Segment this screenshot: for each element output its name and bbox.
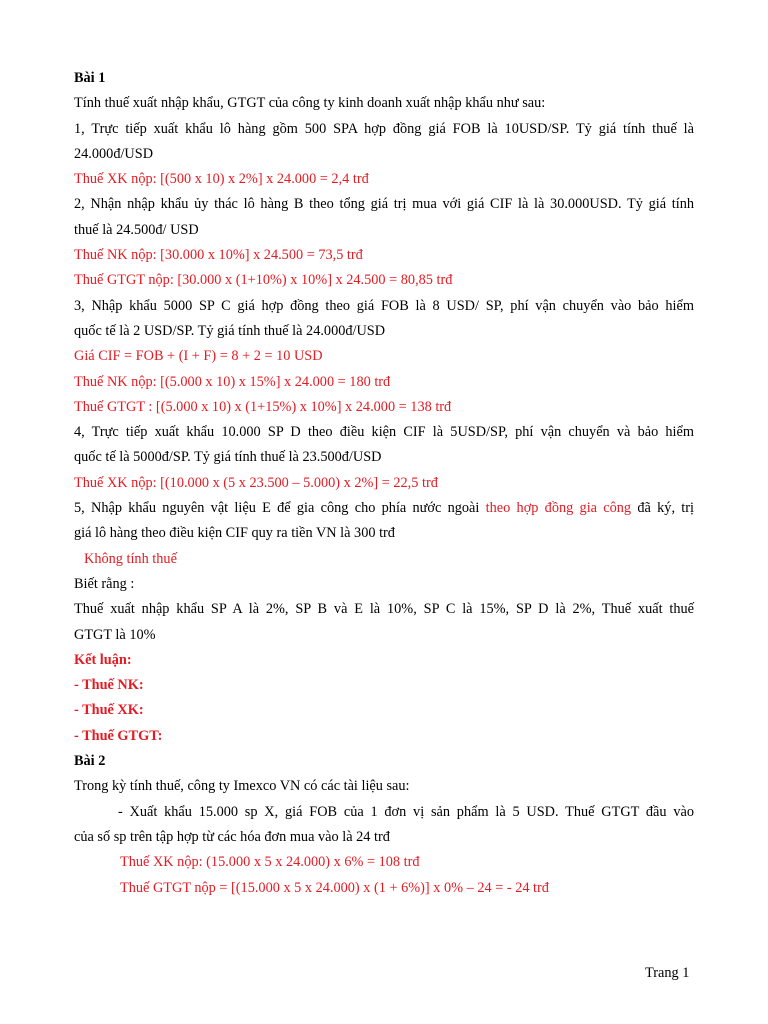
text-line: Thuế xuất nhập khẩu SP A là 2%, SP B và E là 10%, SP C là 15%, SP D là 2%, Thuế xuất thuế <box>74 601 694 618</box>
text-line: - Thuế GTGT: <box>74 727 163 744</box>
text-line: thuế là 24.500đ/ USD <box>74 221 199 238</box>
text-line: Thuế NK nộp: [30.000 x 10%] x 24.500 = 73,5 trđ <box>74 247 363 264</box>
text-line: - Xuất khẩu 15.000 sp X, giá FOB của 1 đơn vị sản phẩm là 5 USD. Thuế GTGT đầu vào <box>118 803 694 820</box>
text-line: Biết rằng : <box>74 575 135 592</box>
text-segment: 5, Nhập khẩu nguyên vật liệu E để gia công cho phía nước ngoài <box>74 500 486 517</box>
text-line: 2, Nhận nhập khẩu ủy thác lô hàng B theo tổng giá trị mua với giá CIF là là 30.000USD. Tỷ giá tính <box>74 196 694 213</box>
text-line: Thuế GTGT nộp = [(15.000 x 5 x 24.000) x (1 + 6%)] x 0% – 24 = - 24 trđ <box>120 879 549 896</box>
text-line: Thuế GTGT nộp: [30.000 x (1+10%) x 10%] x 24.500 = 80,85 trđ <box>74 272 453 289</box>
text-line <box>74 496 694 521</box>
text-line: Thuế XK nộp: [(10.000 x (5 x 23.500 – 5.000) x 2%] = 22,5 trđ <box>74 474 438 491</box>
text-line: Thuế XK nộp: (15.000 x 5 x 24.000) x 6% = 108 trđ <box>120 854 420 871</box>
text-line: Tính thuế xuất nhập khẩu, GTGT của công ty kinh doanh xuất nhập khẩu như sau: <box>74 95 546 112</box>
text-line: 24.000đ/USD <box>74 145 154 162</box>
text-line: của số sp trên tập hợp từ các hóa đơn mua vào là 24 trđ <box>74 828 390 845</box>
text-line: Bài 2 <box>74 753 106 770</box>
text-segment: theo hợp đồng gia công <box>485 500 632 517</box>
document-body <box>74 66 694 901</box>
text-line: Giá CIF = FOB + (I + F) = 8 + 2 = 10 USD <box>74 348 323 365</box>
text-line: Thuế XK nộp: [(500 x 10) x 2%] x 24.000 = 2,4 trđ <box>74 171 369 188</box>
text-line: 3, Nhập khẩu 5000 SP C giá hợp đồng theo giá FOB là 8 USD/ SP, phí vận chuyển vào bảo hiểm <box>74 297 694 314</box>
text-line: Thuế GTGT : [(5.000 x 10) x (1+15%) x 10%] x 24.000 = 138 trđ <box>74 398 452 415</box>
text-line: Trong kỳ tính thuế, công ty Imexco VN có các tài liệu sau: <box>74 778 410 795</box>
text-line: 4, Trực tiếp xuất khẩu 10.000 SP D theo điều kiện CIF là 5USD/SP, phí vận chuyển và bảo hiểm <box>74 424 694 441</box>
text-line: - Thuế NK: <box>74 677 144 694</box>
text-segment: đã ký, trị <box>631 500 694 517</box>
text-line: - Thuế XK: <box>74 702 144 719</box>
text-line: Bài 1 <box>74 70 106 86</box>
text-line: quốc tế là 5000đ/SP. Tỷ giá tính thuế là 23.500đ/USD <box>74 449 382 466</box>
text-line: Thuế NK nộp: [(5.000 x 10) x 15%] x 24.000 = 180 trđ <box>74 373 391 390</box>
text-line: Kết luận: <box>74 651 132 668</box>
text-line: giá lô hàng theo điều kiện CIF quy ra tiền VN là 300 trđ <box>74 525 395 542</box>
text-line: 1, Trực tiếp xuất khẩu lô hàng gồm 500 SPA hợp đồng giá FOB là 10USD/SP. Tỷ giá tính thuế là <box>74 120 694 137</box>
page-number: Trang 1 <box>645 965 690 981</box>
text-line: Không tính thuế <box>84 550 177 567</box>
text-line: quốc tế là 2 USD/SP. Tỷ giá tính thuế là 24.000đ/USD <box>74 322 386 339</box>
text-line: GTGT là 10% <box>74 626 156 643</box>
